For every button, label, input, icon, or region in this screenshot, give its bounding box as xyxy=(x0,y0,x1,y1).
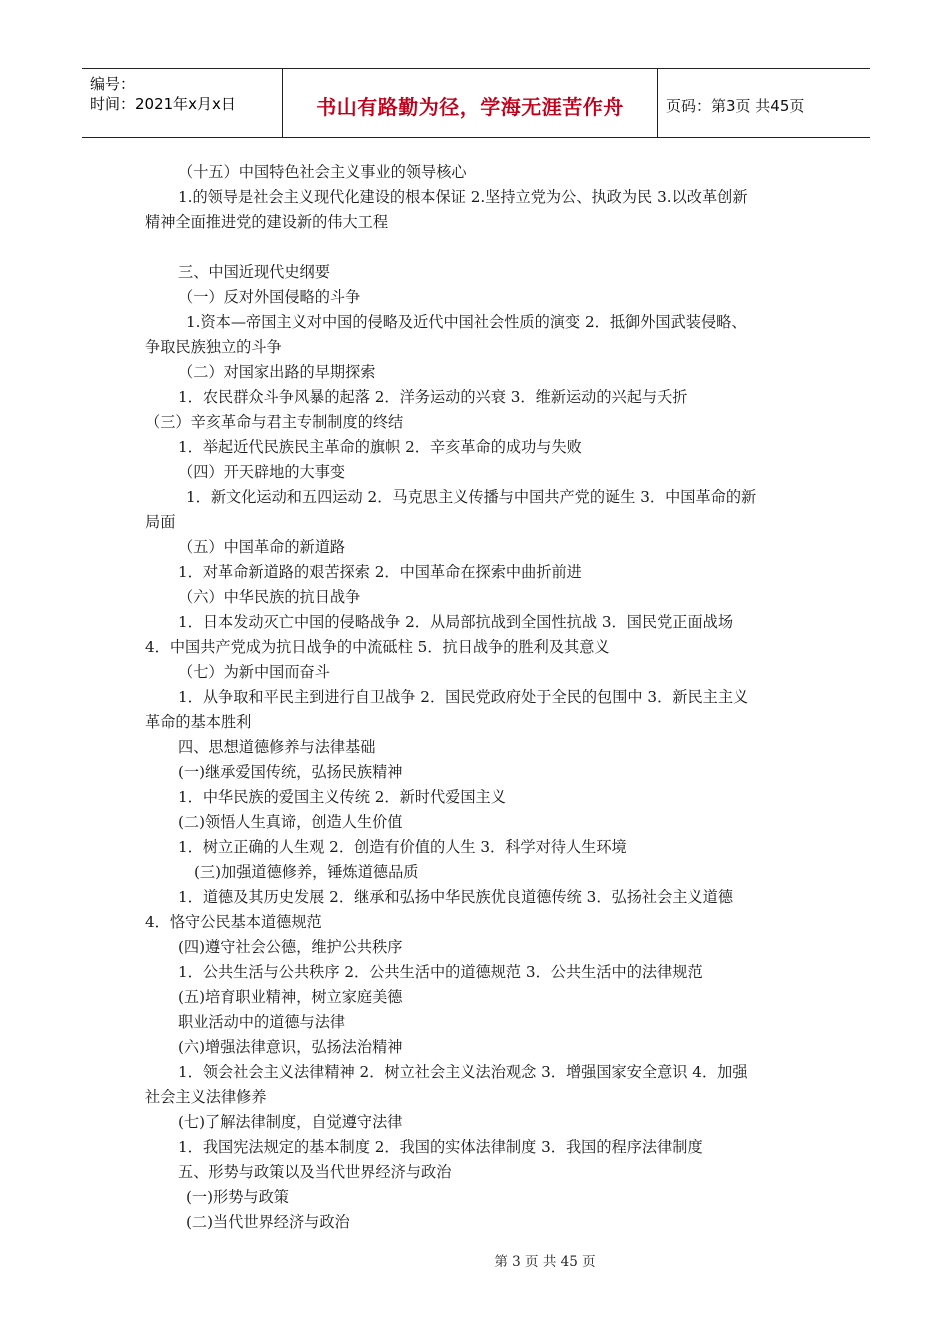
text-line: 1．我国宪法规定的基本制度 2．我国的实体法律制度 3．我国的程序法律制度 xyxy=(178,1138,703,1156)
text-line: 社会主义法律修养 xyxy=(145,1088,267,1106)
text-line: 1．公共生活与公共秩序 2．公共生活中的道德规范 3．公共生活中的法律规范 xyxy=(178,963,703,981)
text-line: 1．道德及其历史发展 2．继承和弘扬中华民族优良道德传统 3．弘扬社会主义道德 xyxy=(178,888,734,906)
text-line: (六)增强法律意识，弘扬法治精神 xyxy=(178,1038,403,1056)
text-line: （六）中华民族的抗日战争 xyxy=(178,588,361,606)
section-heading: 五、形势与政策以及当代世界经济与政治 xyxy=(178,1163,452,1181)
section-heading: 四、思想道德修养与法律基础 xyxy=(178,738,376,756)
text-line: (四)遵守社会公德，维护公共秩序 xyxy=(178,938,403,956)
text-line: 4．恪守公民基本道德规范 xyxy=(145,913,322,931)
text-line: （一）反对外国侵略的斗争 xyxy=(178,288,361,306)
text-line: 革命的基本胜利 xyxy=(145,713,252,731)
text-line: 争取民族独立的斗争 xyxy=(145,338,282,356)
time-label: 时间：2021年x月x日 xyxy=(90,95,236,113)
text-line: 1．领会社会主义法律精神 2．树立社会主义法治观念 3．增强国家安全意识 4．加强 xyxy=(178,1063,748,1081)
text-line: 4．中国共产党成为抗日战争的中流砥柱 5．抗日战争的胜利及其意义 xyxy=(145,638,610,656)
text-line: (一)形势与政策 xyxy=(186,1188,289,1206)
text-line: (二)领悟人生真谛，创造人生价值 xyxy=(178,813,403,831)
text-line: 职业活动中的道德与法律 xyxy=(178,1013,346,1031)
text-line: （十五）中国特色社会主义事业的领导核心 xyxy=(178,163,467,181)
text-line: 1．对革命新道路的艰苦探索 2．中国革命在探索中曲折前进 xyxy=(178,563,582,581)
text-line: (一)继承爱国传统，弘扬民族精神 xyxy=(178,763,403,781)
text-line: (三)加强道德修养，锤炼道德品质 xyxy=(194,863,419,881)
text-line: （二）对国家出路的早期探索 xyxy=(178,363,376,381)
text-line: 1．新文化运动和五四运动 2．马克思主义传播与中国共产党的诞生 3．中国革命的新 xyxy=(186,488,757,506)
text-line: 1．农民群众斗争风暴的起落 2．洋务运动的兴衰 3．维新运动的兴起与夭折 xyxy=(178,388,688,406)
serial-label: 编号： xyxy=(90,75,136,93)
text-line: （三）辛亥革命与君主专制制度的终结 xyxy=(145,413,404,431)
text-line: (七)了解法律制度，自觉遵守法律 xyxy=(178,1113,403,1131)
text-line: 1．中华民族的爱国主义传统 2．新时代爱国主义 xyxy=(178,788,506,806)
text-line: 精神全面推进党的建设新的伟大工程 xyxy=(145,213,388,231)
page-info: 页码：第3页 共45页 xyxy=(666,97,805,115)
text-line: 1．从争取和平民主到进行自卫战争 2．国民党政府处于全民的包围中 3．新民主主义 xyxy=(178,688,749,706)
text-line: 1．树立正确的人生观 2．创造有价值的人生 3．科学对待人生环境 xyxy=(178,838,627,856)
text-line: 局面 xyxy=(145,513,176,531)
text-line: （七）为新中国而奋斗 xyxy=(178,663,330,681)
text-line: 1.资本—帝国主义对中国的侵略及近代中国社会性质的演变 2．抵御外国武装侵略、 xyxy=(186,313,747,331)
text-line: (二)当代世界经济与政治 xyxy=(186,1213,350,1231)
text-line: （五）中国革命的新道路 xyxy=(178,538,346,556)
text-line: 1．举起近代民族民主革命的旗帜 2．辛亥革命的成功与失败 xyxy=(178,438,582,456)
text-line: (五)培育职业精神，树立家庭美德 xyxy=(178,988,403,1006)
page-footer: 第 3 页 共 45 页 xyxy=(494,1254,596,1270)
motto: 书山有路勤为径，学海无涯苦作舟 xyxy=(316,95,624,119)
text-line: 1．日本发动灭亡中国的侵略战争 2．从局部抗战到全国性抗战 3．国民党正面战场 xyxy=(178,613,734,631)
text-line: （四）开天辟地的大事变 xyxy=(178,463,346,481)
text-line: 1.的领导是社会主义现代化建设的根本保证 2.坚持立党为公、执政为民 3.以改革创新 xyxy=(178,188,748,206)
section-heading: 三、中国近现代史纲要 xyxy=(178,263,330,281)
